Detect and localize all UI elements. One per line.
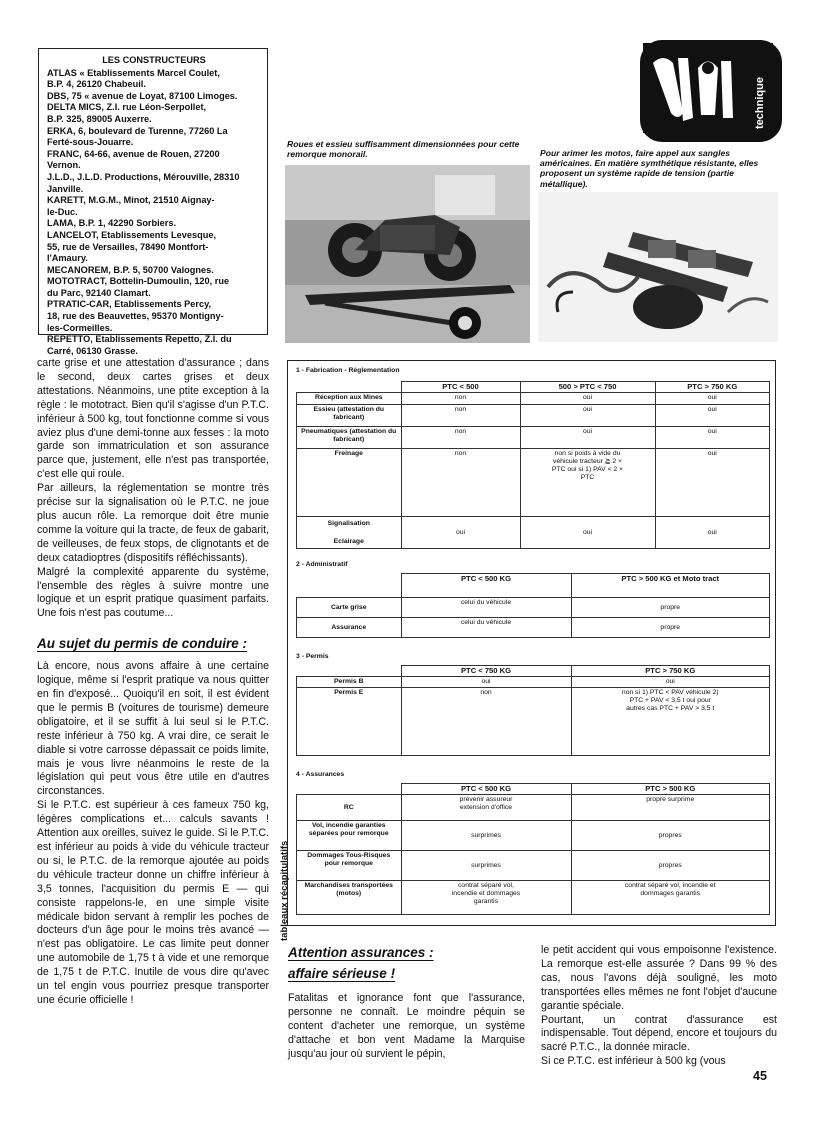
row-header: Assurance <box>297 618 402 638</box>
middle-bottom-column <box>288 944 525 1062</box>
paragraph: Là encore, nous avons affaire à une certaine logique, même si l'esprit pratique va nous quitter en fin d'exposé... Quoiqu'il en soit, il est évident que le permis B (voitures de tourisme) demeure obligatoire, et il se suffit à lui seul si le P.T.C. reste inférieur à 750 kg. A vrai dire, ce serait le diable si votre carrosse dépassait ce poids limite, mais je vous livre néanmoins le reste de la législation qui peut vous être utile en d'autres circonstances. <box>37 660 269 798</box>
table-permis <box>296 665 770 756</box>
row-header: Freinage <box>297 449 402 517</box>
constructeur-line: FRANC, 64-66, avenue de Rouen, 27200 <box>47 148 220 159</box>
cell: celui du véhicule <box>401 598 571 618</box>
cell: prévenir assureur extension d'office <box>401 795 571 821</box>
cell: propre <box>571 618 770 638</box>
cell: oui <box>655 427 770 449</box>
motorcycle-trailer-illustration <box>285 165 530 343</box>
paragraph: le petit accident qui vous empoisonne l'existence. La remorque est-elle assurée ? Dans 99 % des cas, nous l'avons déjà souligné, les moto transportées elles mêmes ne font l'objet d'aucune garantie spéciale. <box>541 944 777 1012</box>
constructeur-line: DBS, 75 « avenue de Loyat, 87100 Limoges. <box>47 90 238 101</box>
constructeur-line: Janville. <box>47 183 84 194</box>
constructeur-line: ERKA, 6, boulevard de Turenne, 77260 La <box>47 125 228 136</box>
paragraph: carte grise et une attestation d'assurance ; dans le second, deux cartes grises et deux attestations. Néanmoins, une ptite exception à la règle : le mototract. Bien qu'il s'agisse d'un P.T.C. inférieur à 500 kg, tout fonctionne comme si vous aviez plus d'une demi-tonne aux fesses : la moto garde son immatriculation et son assurance parce que, justement, elle n'est pas transportée, c'est elle qui roule. <box>37 357 269 481</box>
cell: propre <box>571 598 770 618</box>
tables-box <box>279 360 776 941</box>
eclairage-label: Eclairage <box>333 537 364 545</box>
table-fabrication <box>296 381 770 549</box>
constructeur-line: le-Duc. <box>47 206 78 217</box>
cell: propre surprime <box>571 795 770 821</box>
cell: non <box>401 449 520 517</box>
cell: contrat séparé vol, incendie et dommages garantis <box>571 881 770 915</box>
photo-motorcycle-trailer <box>285 165 530 343</box>
constructeurs-title: LES CONSTRUCTEURS <box>102 55 206 65</box>
photo-straps <box>538 192 778 342</box>
th: PTC > 500 KG <box>571 784 770 795</box>
cell: celui du véhicule <box>401 618 571 638</box>
cell: surprimes <box>401 821 571 851</box>
vertical-label: tableaux récapitulatifs <box>279 840 290 941</box>
constructeur-line: Ferté-sous-Jouarre. <box>47 137 134 148</box>
row-header <box>297 517 402 549</box>
cell: non <box>401 405 520 427</box>
paragraph: Par ailleurs, la réglementation se montre très précise sur la signalisation où le P.T.C. ne joue plus aucun rôle. La remorque doit être munie comme la voiture qui la tracte, de feux de gabarit, de veilleuses, de feux stops, de clignotants et de deux catadioptres (dispositifs réfléchissants). <box>37 482 270 564</box>
logo-label: technique <box>754 77 766 129</box>
th: PTC < 500 KG <box>401 574 571 598</box>
signalisation-label: Signalisation <box>327 519 370 527</box>
section-title-permis: 3 - Permis <box>296 653 329 660</box>
constructeur-line: B.P. 325, 89005 Auxerre. <box>47 113 152 124</box>
caption-left: Roues et essieu suffisamment dimensionnées pour cette remorque monorail. <box>287 139 520 160</box>
constructeur-line: Carré, 06130 Grasse. <box>47 345 138 356</box>
left-column <box>37 357 269 1008</box>
cell: oui <box>655 449 770 517</box>
row-header: Dommages Tous-Risques pour remorque <box>297 851 402 881</box>
cell: propres <box>571 851 770 881</box>
row-header: Carte grise <box>297 598 402 618</box>
row-header: Réception aux Mines <box>297 393 402 405</box>
constructeurs-box <box>38 48 268 356</box>
constructeur-line: LANCELOT, Etablissements Levesque, <box>47 229 216 240</box>
cell: oui <box>520 427 655 449</box>
constructeur-line: DELTA MICS, Z.I. rue Léon-Serpollet, <box>47 102 207 113</box>
th: 500 > PTC < 750 <box>520 382 655 393</box>
constructeur-line: MOTOTRACT, Bottelin-Dumoulin, 120, rue <box>47 276 230 287</box>
paragraph: Pourtant, un contrat d'assurance est indispensable. Tout dépend, encore et toujours du sacré P.T.C., la donnée miracle. <box>541 1013 777 1054</box>
constructeur-line: REPETTO, Etablissements Repetto, Z.I. du <box>47 334 232 345</box>
th: PTC > 750 KG <box>655 382 770 393</box>
constructeurs-list <box>47 68 261 358</box>
straps-illustration <box>538 192 778 342</box>
th: PTC > 500 KG et Moto tract <box>571 574 770 598</box>
row-header: Pneumatiques (attestation du fabricant) <box>297 427 402 449</box>
cell: non si poids à vide du véhicule tracteur ≧ 2 × PTC oui si 1) PAV < 2 × PTC <box>520 449 655 517</box>
constructeur-line: PTRATIC-CAR, Etablissements Percy, <box>47 299 212 310</box>
cell: oui <box>401 517 520 549</box>
row-header: Marchandises transportées (motos) <box>297 881 402 915</box>
section-heading-affaire: affaire sérieuse ! <box>288 966 396 981</box>
constructeur-line: les-Cormeilles. <box>47 322 113 333</box>
constructeur-line: MECANOREM, B.P. 5, 50700 Valognes. <box>47 264 214 275</box>
constructeur-line: KARETT, M.G.M., Minot, 21510 Aignay- <box>47 195 215 206</box>
row-header: Vol, incendie garanties séparées pour remorque <box>297 821 402 851</box>
cell: contrat séparé vol, incendie et dommages garantis <box>401 881 571 915</box>
constructeur-line: 18, rue des Beauvettes, 95370 Montigny- <box>47 311 224 322</box>
table-administratif <box>296 573 770 638</box>
row-header: Permis E <box>297 688 402 756</box>
row-header: Permis B <box>297 677 402 688</box>
th: PTC < 500 KG <box>401 784 571 795</box>
cell: propres <box>571 821 770 851</box>
paragraph: Fatalitas et ignorance font que l'assurance, personne ne connaît. Le moindre péquin se content d'acheter une remorque, un système d'attache et bon vent Madame la Marquise jusqu'au jour où survient le pépin, <box>288 992 525 1060</box>
constructeur-line: Vernon. <box>47 160 81 171</box>
right-bottom-column <box>541 944 777 1069</box>
constructeur-line: ATLAS « Etablissements Marcel Coulet, <box>47 67 220 78</box>
constructeur-line: LAMA, B.P. 1, 42290 Sorbiers. <box>47 218 177 229</box>
caption-right: Pour arimer les motos, faire appel aux sangles américaines. En matière symthétique résistante, elles proposent un système rapide de tension (partie métallique). <box>540 148 759 189</box>
row-header: RC <box>297 795 402 821</box>
row-header: Essieu (attestation du fabricant) <box>297 405 402 427</box>
paragraph: Si le P.T.C. est supérieur à ces fameux 750 kg, légères complications et... calculs savants ! Attention aux oreilles, suivez le guide. Si le P.T.C. est inférieur au poids à vide du véhicule tracteur ou si, le P.T.C. de la remorque ajoutée au poids du véhicule tracteur donne un chiffre inférieur à 3,5 tonnes, l'acquisition du permis E — qui consiste rappelons-le, en une simple visite médicale bidon servant à remplir les poches de docteurs d'un âge pour le moins très avancé — n'est pas obligatoire. Le cas limite peut donner une automobile de 1,75 t à vide et une remorque de 1,75 t de P.T.C. Inutile de vous dire qu'avec un tel engin vous pourriez presque transporter une écurie officielle ! <box>37 799 269 1006</box>
cell: oui <box>655 393 770 405</box>
cell: non <box>401 393 520 405</box>
cell: surprimes <box>401 851 571 881</box>
technique-logo <box>640 40 782 142</box>
cell: oui <box>571 677 770 688</box>
constructeur-line: B.P. 4, 26120 Chabeuil. <box>47 79 146 90</box>
cell: oui <box>520 393 655 405</box>
cell: non si 1) PTC < PAV véhicule 2) PTC + PAV < 3,5 t oui pour autres cas PTC + PAV > 3,5 t <box>571 688 770 756</box>
th: PTC < 750 KG <box>401 666 571 677</box>
constructeur-line: l'Amaury. <box>47 253 88 264</box>
page-number: 45 <box>753 1069 767 1083</box>
cell: oui <box>401 677 571 688</box>
cell: non <box>401 688 571 756</box>
cell: oui <box>520 517 655 549</box>
section-title-administratif: 2 - Administratif <box>296 561 348 568</box>
constructeur-line: J.L.D., J.L.D. Productions, Mérouville, 28310 <box>47 171 240 182</box>
cell: oui <box>655 405 770 427</box>
cell: oui <box>520 405 655 427</box>
cell: oui <box>655 517 770 549</box>
section-title-fabrication: 1 - Fabrication - Réglementation <box>296 367 400 374</box>
th: PTC > 750 KG <box>571 666 770 677</box>
table-assurances <box>296 783 770 915</box>
paragraph: Malgré la complexité apparente du système, l'ensemble des règles à suivre montre une logique et un esprit pratique quasiment parfaits. Une fois n'est pas coutume... <box>37 565 269 620</box>
section-heading-permis: Au sujet du permis de conduire : <box>37 636 248 652</box>
constructeur-line: 55, rue de Versailles, 78490 Montfort- <box>47 241 209 252</box>
section-heading-assurances: Attention assurances : <box>288 945 434 960</box>
cell: non <box>401 427 520 449</box>
constructeur-line: du Parc, 92140 Clamart. <box>47 287 151 298</box>
paragraph: Si ce P.T.C. est inférieur à 500 kg (vous <box>541 1055 726 1068</box>
section-title-assurances: 4 - Assurances <box>296 771 345 778</box>
th: PTC < 500 <box>401 382 520 393</box>
